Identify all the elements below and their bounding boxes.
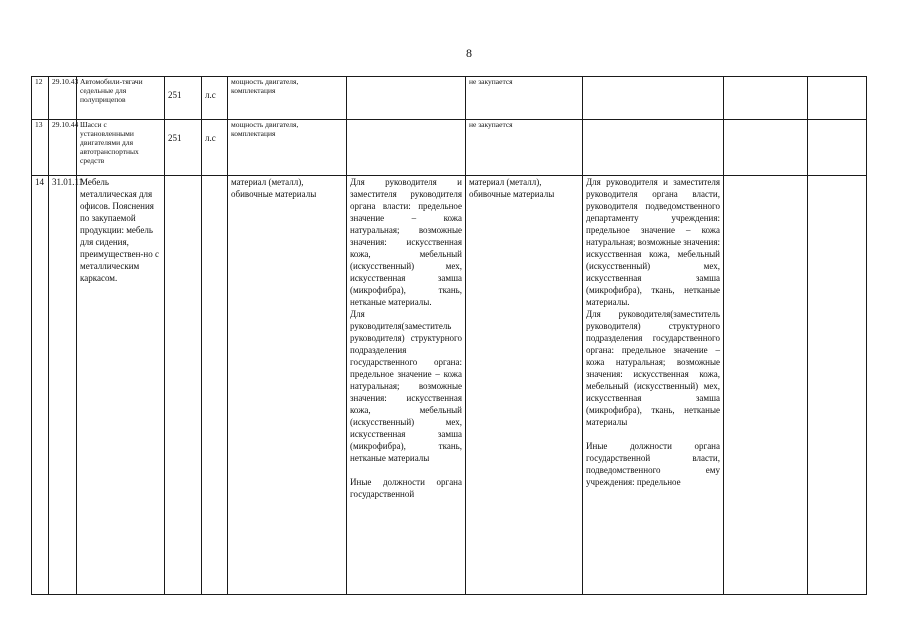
unit-name: л.с [205, 90, 216, 100]
empty-cell [808, 77, 867, 120]
unit-code: 251 [168, 90, 182, 100]
procurement-status: материал (металл), обивочные материалы [466, 176, 583, 595]
procurement-status: не закупается [466, 77, 583, 120]
procurement-table [31, 76, 867, 595]
product-name: Мебель металлическая для офисов. Пояснения по закупаемой продукции: мебель для сидения, преимуществен-но с металлическим каркасом. [77, 176, 165, 595]
characteristic: материал (металл), обивочные материалы [228, 176, 347, 595]
unit-code-cell [165, 176, 202, 595]
row-number: 14 [32, 176, 49, 595]
characteristic: мощность двигателя, комплектация [228, 77, 347, 120]
okpd-code: 29.10.43 [49, 77, 77, 120]
procurement-detail [583, 120, 724, 176]
procurement-detail [583, 77, 724, 120]
empty-cell [724, 120, 808, 176]
empty-cell [724, 176, 808, 595]
characteristic-value: Для руководителя и заместителя руководителя органа власти: предельное значение – кожа натуральная; возможные значения: искусственная кожа, мебельный (искусственный) мех, искусственная замша (микрофибра), ткань, нетканые материалы. Для руководителя(заместитель руководителя) структурного подразделения государственного органа: предельное значение – кожа натуральная; возможные значения: искусственная кожа, мебельный (искусственный) мех, искусственная замша (микрофибра), ткань, нетканые материалы Иные должности органа государственной [347, 176, 466, 595]
okpd-code: 31.01.11 [49, 176, 77, 595]
product-name: Шасси с установленными двигателями для автотранспортных средств [77, 120, 165, 176]
empty-cell [724, 77, 808, 120]
row-number: 13 [32, 120, 49, 176]
characteristic-value [347, 77, 466, 120]
okpd-code: 29.10.44 [49, 120, 77, 176]
unit-code-cell [165, 120, 202, 176]
product-name: Автомобили-тягачи седельные для полуприцепов [77, 77, 165, 120]
table-row [32, 120, 867, 176]
procurement-status: не закупается [466, 120, 583, 176]
procurement-detail: Для руководителя и заместителя руководителя органа власти, руководителя подведомственного департаменту учреждения: предельное значение – кожа натуральная; возможные значения: искусственная кожа, мебельный (искусственный) мех, искусственная замша (микрофибра), ткань, нетканые материалы. Для руководителя(заместитель руководителя) структурного подразделения государственного органа: предельное значение – кожа натуральная; возможные значения: искусственная кожа, мебельный (искусственный) мех, искусственная замша (микрофибра), ткань, нетканые материалы Иные должности органа государственной власти, подведомственного ему учреждения: предельное [583, 176, 724, 595]
unit-cell [202, 176, 228, 595]
unit-code-cell [165, 77, 202, 120]
page-number: 8 [466, 46, 472, 60]
empty-cell [808, 120, 867, 176]
table-row [32, 176, 867, 595]
row-number: 12 [32, 77, 49, 120]
table-row [32, 77, 867, 120]
characteristic-value [347, 120, 466, 176]
unit-cell [202, 120, 228, 176]
unit-code: 251 [168, 133, 182, 143]
characteristic: мощность двигателя, комплектация [228, 120, 347, 176]
unit-name: л.с [205, 133, 216, 143]
empty-cell [808, 176, 867, 595]
unit-cell [202, 77, 228, 120]
